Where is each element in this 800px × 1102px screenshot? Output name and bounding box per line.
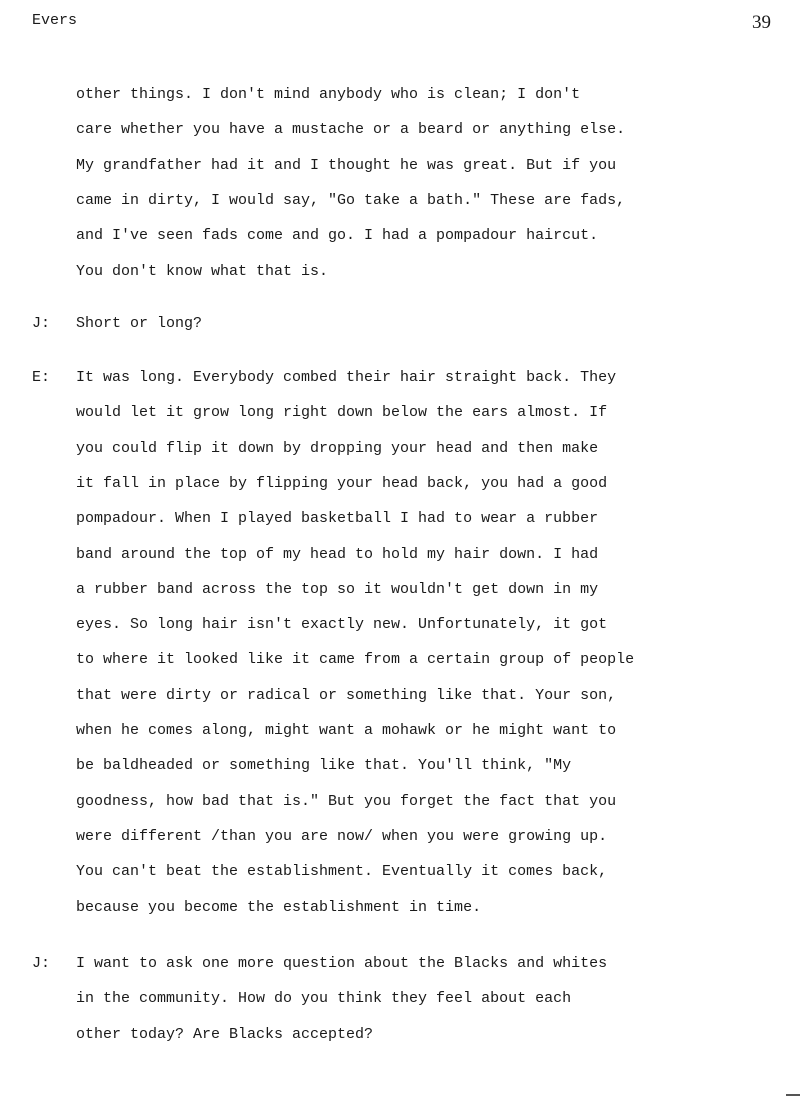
text-line: be baldheaded or something like that. You'll think, "My xyxy=(76,757,572,775)
text-line: were different /than you are now/ when you were growing up. xyxy=(76,827,608,845)
text-line: My grandfather had it and I thought he was great. But if you xyxy=(76,156,617,174)
text-line: because you become the establishment in time. xyxy=(76,898,482,916)
text-line: band around the top of my head to hold my hair down. I had xyxy=(76,545,599,563)
speaker-label: E: xyxy=(32,369,51,386)
text-line: goodness, how bad that is." But you forget the fact that you xyxy=(76,792,617,810)
speaker-label: J: xyxy=(32,315,51,332)
text-line: came in dirty, I would say, "Go take a bath." These are fads, xyxy=(76,191,626,209)
text-line: Short or long? xyxy=(76,315,203,332)
text-line: You don't know what that is. xyxy=(76,262,329,280)
header-interviewee-name: Evers xyxy=(32,12,78,29)
text-line: You can't beat the establishment. Eventually it comes back, xyxy=(76,863,608,881)
text-line: other today? Are Blacks accepted? xyxy=(76,1025,374,1043)
speaker-label: J: xyxy=(32,955,51,972)
text-line: when he comes along, might want a mohawk or he might want to xyxy=(76,722,617,739)
text-line: it fall in place by flipping your head back, you had a good xyxy=(76,474,608,492)
text-line: care whether you have a mustache or a beard or anything else. xyxy=(76,121,626,139)
text-line: a rubber band across the top so it wouldn't get down in my xyxy=(76,580,599,598)
text-line: would let it grow long right down below the ears almost. If xyxy=(76,404,608,422)
text-line: other things. I don't mind anybody who is clean; I don't xyxy=(76,86,581,103)
text-line: in the community. How do you think they feel about each xyxy=(76,990,572,1008)
text-line: and I've seen fads come and go. I had a pompadour haircut. xyxy=(76,227,599,245)
text-line: that were dirty or radical or something like that. Your son, xyxy=(76,686,617,704)
text-line: you could flip it down by dropping your head and then make xyxy=(76,439,599,457)
text-line: pompadour. When I played basketball I had to wear a rubber xyxy=(76,510,599,528)
text-line: I want to ask one more question about the Blacks and whites xyxy=(76,955,608,972)
page-number: 39 xyxy=(752,12,771,33)
text-line: to where it looked like it came from a certain group of people xyxy=(76,651,635,669)
text-line: It was long. Everybody combed their hair straight back. They xyxy=(76,369,617,386)
scan-edge-mark xyxy=(786,1094,800,1096)
text-line: eyes. So long hair isn't exactly new. Unfortunately, it got xyxy=(76,616,608,634)
